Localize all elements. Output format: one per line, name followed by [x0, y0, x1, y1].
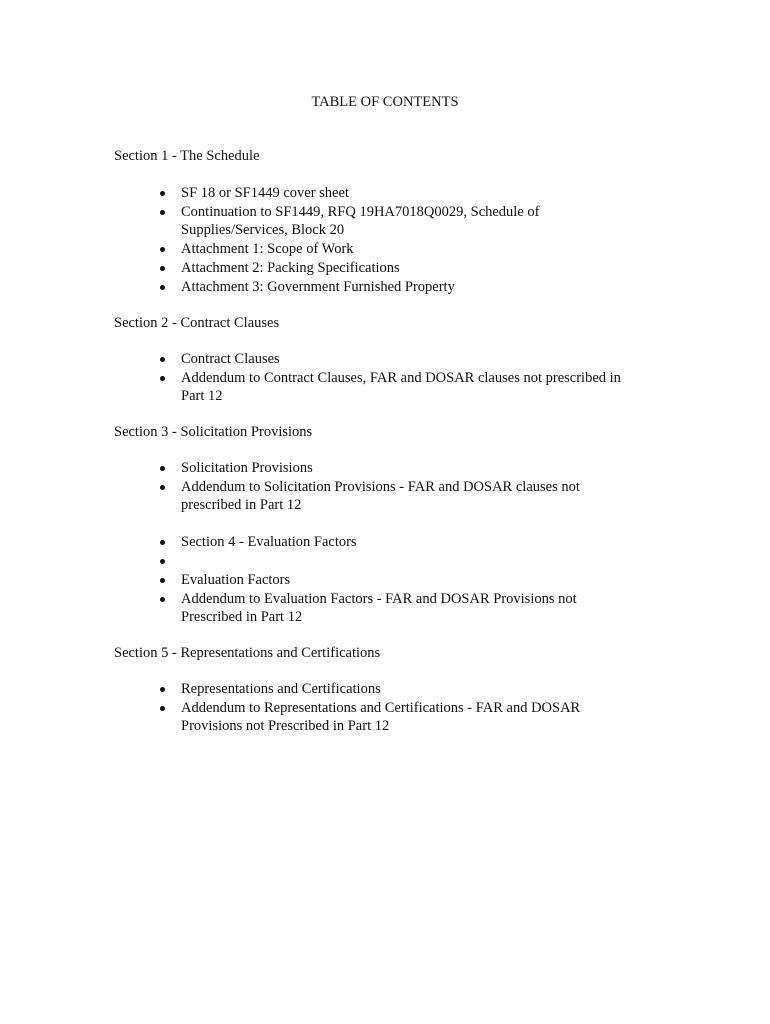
- list-item: Section 4 - Evaluation Factors: [181, 533, 651, 551]
- list-item: Solicitation Provisions: [181, 459, 651, 477]
- list-item: Addendum to Contract Clauses, FAR and DOSAR clauses not prescribed in Part 12: [181, 369, 651, 405]
- list-item: Addendum to Evaluation Factors - FAR and DOSAR Provisions not Prescribed in Part 12: [181, 590, 651, 626]
- list-item: Evaluation Factors: [181, 571, 651, 589]
- bullet-icon: [160, 466, 165, 471]
- bullet-icon: [160, 210, 165, 215]
- section-1-list: [181, 184, 651, 297]
- list-item: Attachment 1: Scope of Work: [181, 240, 651, 258]
- section-2-list: [181, 350, 651, 406]
- bullet-icon: [160, 559, 165, 564]
- list-item: Addendum to Solicitation Provisions - FAR and DOSAR clauses not prescribed in Part 12: [181, 478, 651, 514]
- section-2-heading: Section 2 - Contract Clauses: [114, 315, 280, 331]
- list-item: Contract Clauses: [181, 350, 651, 368]
- list-item: Continuation to SF1449, RFQ 19HA7018Q0029, Schedule of Supplies/Services, Block 20: [181, 203, 651, 239]
- bullet-icon: [160, 357, 165, 362]
- bullet-icon: [160, 540, 165, 545]
- section-5-heading: Section 5 - Representations and Certifications: [114, 645, 381, 661]
- list-item: [181, 552, 651, 570]
- section-1-heading: Section 1 - The Schedule: [114, 148, 260, 164]
- section-5-list: [181, 680, 651, 736]
- section-3-list: [181, 459, 651, 515]
- bullet-icon: [160, 578, 165, 583]
- bullet-icon: [160, 266, 165, 271]
- list-item: SF 18 or SF1449 cover sheet: [181, 184, 651, 202]
- list-item: Attachment 2: Packing Specifications: [181, 259, 651, 277]
- section-4-list: [181, 533, 651, 627]
- document-title: TABLE OF CONTENTS: [311, 94, 459, 110]
- list-item: Representations and Certifications: [181, 680, 651, 698]
- list-item: Addendum to Representations and Certifications - FAR and DOSAR Provisions not Prescribed in Part 12: [181, 699, 651, 735]
- bullet-icon: [160, 191, 165, 196]
- bullet-icon: [160, 706, 165, 711]
- bullet-icon: [160, 376, 165, 381]
- list-item: Attachment 3: Government Furnished Property: [181, 278, 651, 296]
- bullet-icon: [160, 485, 165, 490]
- bullet-icon: [160, 687, 165, 692]
- bullet-icon: [160, 247, 165, 252]
- bullet-icon: [160, 597, 165, 602]
- bullet-icon: [160, 285, 165, 290]
- section-3-heading: Section 3 - Solicitation Provisions: [114, 424, 313, 440]
